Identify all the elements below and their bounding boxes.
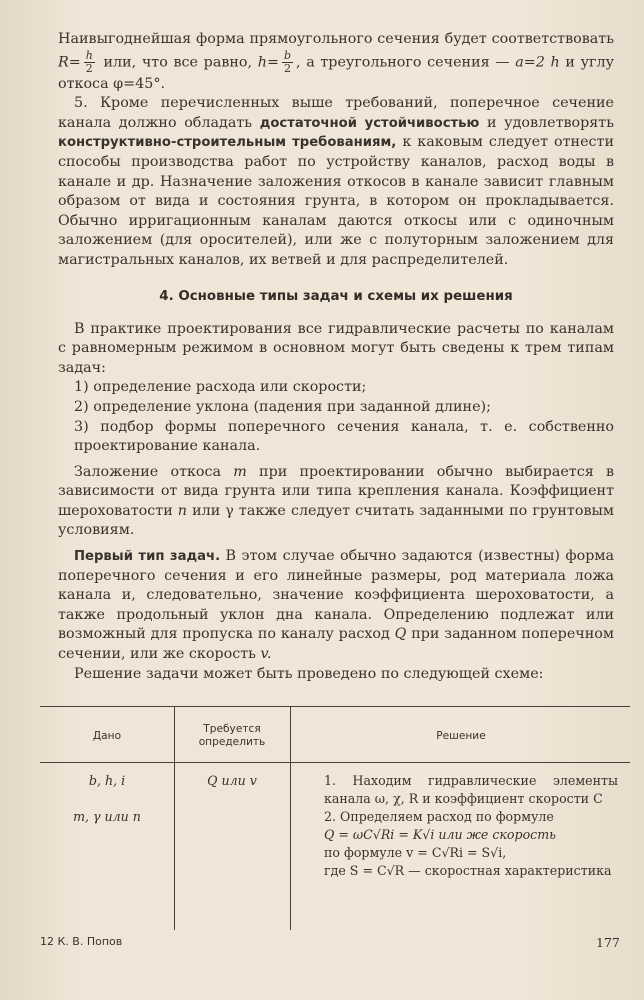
table-given-1: b, h, i [88,773,126,788]
table-header-solution: Решение [436,730,486,742]
paragraph-requirements: 5. Кроме перечисленных выше требований, поперечное сечение канала должно обладать достаточной устойчивостью и удовлетворять конструктивно-строительным требованиям, к каковым следует отнести способы производства работ по устройству каналов, расход воды в канале и др. Назначение заложения откосов в канале зависит главным образом от вида и состояния грунта, в котором он прокладывается. Обычно ирригационным каналам даются откосы или с одиночным заложением (для оросителей), или же с полуторным заложением для магистральных каналов, их ветвей и для распределителей. [58,95,615,268]
list-item: 1) определение расхода или скорости; [74,379,367,396]
paragraph-slope: Заложение откоса m при проектировании обычно выбирается в зависимости от вида грунта или типа крепления канала. Коэффициент шероховатости n или γ также следует считать заданными по грунтовым условиям. [58,463,615,539]
page-number: 177 [596,935,620,950]
paragraph-scheme: Решение задачи может быть проведено по следующей схеме: [74,665,544,682]
formula-discharge: Q = ωC√Ri = K√i или же скорость [324,827,557,842]
fraction-h-over-2: $\frac{h}{2}$ [85,48,93,75]
table-column-divider [174,706,175,930]
table-header-required: Требуется определить [198,723,266,748]
table-required: Q или v [207,773,257,788]
table-top-rule [40,706,630,707]
table-header-rule [40,762,630,763]
list-item: 3) подбор формы поперечного сечения канала, т. е. собственно проектирование канала. [74,418,614,455]
table-header-given: Дано [92,730,122,742]
fraction-b-over-2: $\frac{b}{2}$ [283,48,291,75]
paragraph-intro: В практике проектирования все гидравлические расчеты по каналам с равномерным режимом в основном могут быть сведены к трем типам задач: [58,320,614,376]
paragraph-type1: Первый тип задач. В этом случае обычно задаются (известны) форма поперечного сечения и его линейные размеры, род материала ложа канала и, следовательно, значение коэффициента шероховатости, а также продольный уклон дна канала. Определению подлежат или возможный для пропуска по каналу расход Q при заданном поперечном сечении, или же скорость v. [58,548,614,663]
list-item: 2) определение уклона (падения при заданной длине); [74,398,491,415]
table-solution [306,772,618,880]
paragraph-optimal-section: Наивыгоднейшая форма прямоугольного сечения будет соответствовать R= $\frac{h}{2}$ или, что все равно, h= $\frac{b}{2}$ , а треугольного сечения — a=2 h и углу откоса φ=45°. [58,31,615,92]
footer-signature: 12 К. В. Попов [40,935,123,948]
table-given-2: m, γ или n [73,809,141,824]
solution-step-1: 1. Находим гидравлические элементы канала ω, χ, R и коэффициент скорости C [324,773,618,806]
section-title: 4. Основные типы задач и схемы их решения [159,288,513,304]
table-column-divider [290,706,291,930]
solution-step-2: 2. Определяем расход по формуле [324,809,554,824]
formula-speed-characteristic: где S = C√R — скоростная характеристика [324,863,612,878]
formula-velocity: по формуле v = C√Ri = S√i, [324,845,507,860]
